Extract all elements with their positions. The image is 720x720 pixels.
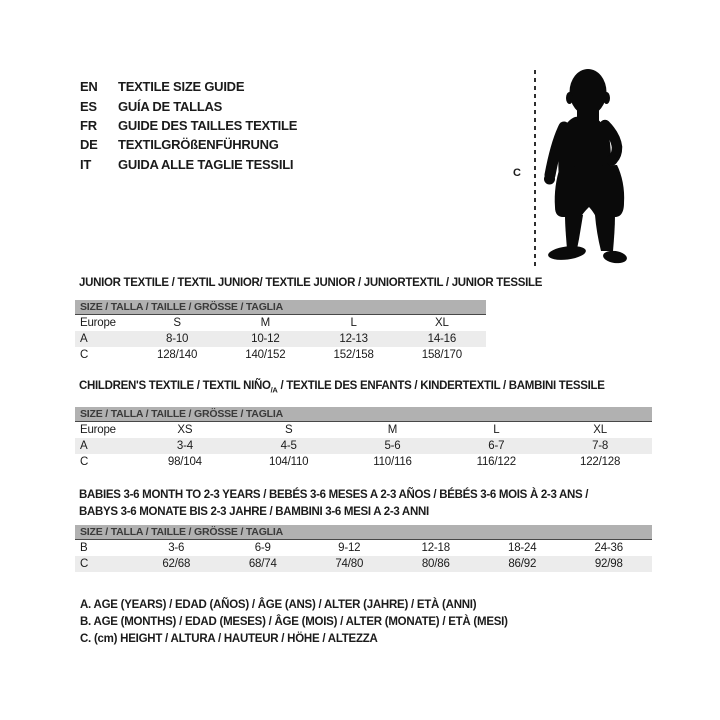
size-value: 7-8 <box>592 440 609 453</box>
guide-title: TEXTILGRÖßENFÜHRUNG <box>118 137 279 153</box>
section-babies <box>75 487 652 572</box>
row-label: Europe <box>80 317 116 329</box>
size-value: 9-12 <box>338 542 361 554</box>
language-code: FR <box>80 117 97 133</box>
size-value: 104/110 <box>269 456 309 469</box>
size-value: 6-7 <box>488 440 505 453</box>
babies-size-table <box>75 525 652 572</box>
language-code: IT <box>80 156 92 172</box>
table-row-c <box>75 454 652 470</box>
size-value: 6-9 <box>254 542 271 554</box>
size-value: 3-4 <box>176 440 193 453</box>
row-label: C <box>80 558 89 570</box>
size-value: XL <box>435 317 449 329</box>
language-list <box>80 77 297 174</box>
language-row-it <box>80 155 297 174</box>
size-value: 110/116 <box>373 456 412 469</box>
title-segment: CHILDREN'S TEXTILE / TEXTIL NIÑO <box>79 380 271 392</box>
size-header-row: SIZE / TALLA / TAILLE / GRÖSSE / TAGLIA <box>75 300 486 315</box>
size-value: 128/140 <box>157 349 198 361</box>
row-label: Europe <box>80 424 116 437</box>
junior-section-title <box>79 276 543 290</box>
row-label: A <box>80 440 88 453</box>
guide-title: GUIDE DES TAILLES TEXTILE <box>118 117 298 133</box>
size-value: M <box>260 317 271 329</box>
size-value: 10-12 <box>251 333 280 345</box>
title-segment: JUNIOR TEXTILE / TEXTIL JUNIOR/ TEXTILE JUNIOR / JUNIORTEXTIL / JUNIOR TESSILE <box>79 277 543 289</box>
size-value: 152/158 <box>333 349 374 361</box>
title-segment: BABYS 3-6 MONATE BIS 2-3 JAHRE / BAMBINI 3-6 MESI A 2-3 ANNI <box>79 506 429 518</box>
size-value: 122/128 <box>580 456 621 469</box>
size-value: 86/92 <box>508 558 537 570</box>
language-code: EN <box>80 79 98 95</box>
row-label: C <box>80 456 89 469</box>
size-value: L <box>350 317 357 329</box>
size-value: XS <box>177 424 193 437</box>
guide-title: TEXTILE SIZE GUIDE <box>118 79 245 95</box>
section-children <box>75 379 652 470</box>
section-junior <box>75 276 543 363</box>
table-row-a <box>75 438 652 454</box>
size-value: 12-18 <box>421 542 450 554</box>
toddler-silhouette-icon <box>543 67 629 267</box>
children-section-title <box>79 379 652 397</box>
size-value: L <box>493 424 500 437</box>
guide-title: GUIDA ALLE TAGLIE TESSILI <box>118 156 294 172</box>
language-row-es <box>80 96 297 115</box>
size-value: S <box>284 424 293 437</box>
size-value: 92/98 <box>594 558 623 570</box>
table-row-c <box>75 556 652 572</box>
size-value: 5-6 <box>384 440 401 453</box>
size-value: 4-5 <box>280 440 297 453</box>
size-value: 12-13 <box>339 333 368 345</box>
babies-section-title <box>79 487 652 521</box>
size-value: 62/68 <box>162 558 191 570</box>
row-label: C <box>80 349 89 361</box>
size-value: 140/152 <box>245 349 286 361</box>
language-code: ES <box>80 98 97 114</box>
language-row-de <box>80 135 297 154</box>
size-value: 24-36 <box>594 542 623 554</box>
title-segment: / TEXTILE DES ENFANTS / KINDERTEXTIL / BAMBINI TESSILE <box>277 380 605 392</box>
size-value: 8-10 <box>166 333 189 345</box>
row-label: B <box>80 542 88 554</box>
size-value: 18-24 <box>508 542 537 554</box>
size-value: S <box>173 317 181 329</box>
table-row-a <box>75 331 486 347</box>
size-value: 74/80 <box>335 558 364 570</box>
height-measure-line <box>534 70 536 268</box>
legend-line-c: C. (cm) HEIGHT / ALTURA / HAUTEUR / HÖHE / ALTEZZA <box>80 633 378 646</box>
table-row-europe <box>75 315 486 331</box>
table-row-b <box>75 540 652 556</box>
size-value: XL <box>593 424 607 437</box>
table-row-c <box>75 347 486 363</box>
junior-size-table <box>75 300 486 363</box>
size-value: M <box>387 424 398 437</box>
legend <box>80 597 508 649</box>
legend-line-b: B. AGE (MONTHS) / EDAD (MESES) / ÂGE (MOIS) / ALTER (MONATE) / ETÀ (MESI) <box>80 616 508 629</box>
row-label: A <box>80 333 88 345</box>
size-value: 3-6 <box>168 542 185 554</box>
size-header-row: SIZE / TALLA / TAILLE / GRÖSSE / TAGLIA <box>75 407 652 422</box>
legend-line-a: A. AGE (YEARS) / EDAD (AÑOS) / ÂGE (ANS) / ALTER (JAHRE) / ETÀ (ANNI) <box>80 599 477 611</box>
size-value: 98/104 <box>167 456 202 469</box>
language-row-fr <box>80 116 297 135</box>
title-segment: BABIES 3-6 MONTH TO 2-3 YEARS / BEBÉS 3-6 MESES A 2-3 AÑOS / BÉBÉS 3-6 MOIS À 2-3 ANS / <box>79 489 589 501</box>
language-row-en <box>80 77 297 96</box>
size-value: 68/74 <box>248 558 277 570</box>
size-value: 80/86 <box>421 558 450 570</box>
height-measure-label: C <box>513 167 521 179</box>
size-value: 116/122 <box>476 456 516 469</box>
children-size-table <box>75 407 652 470</box>
table-row-europe <box>75 422 652 438</box>
size-value: 158/170 <box>421 349 462 361</box>
size-value: 14-16 <box>427 333 457 345</box>
title-segment: /A <box>270 385 278 395</box>
guide-title: GUÍA DE TALLAS <box>118 98 223 114</box>
language-code: DE <box>80 137 98 153</box>
size-header-row: SIZE / TALLA / TAILLE / GRÖSSE / TAGLIA <box>75 525 652 540</box>
